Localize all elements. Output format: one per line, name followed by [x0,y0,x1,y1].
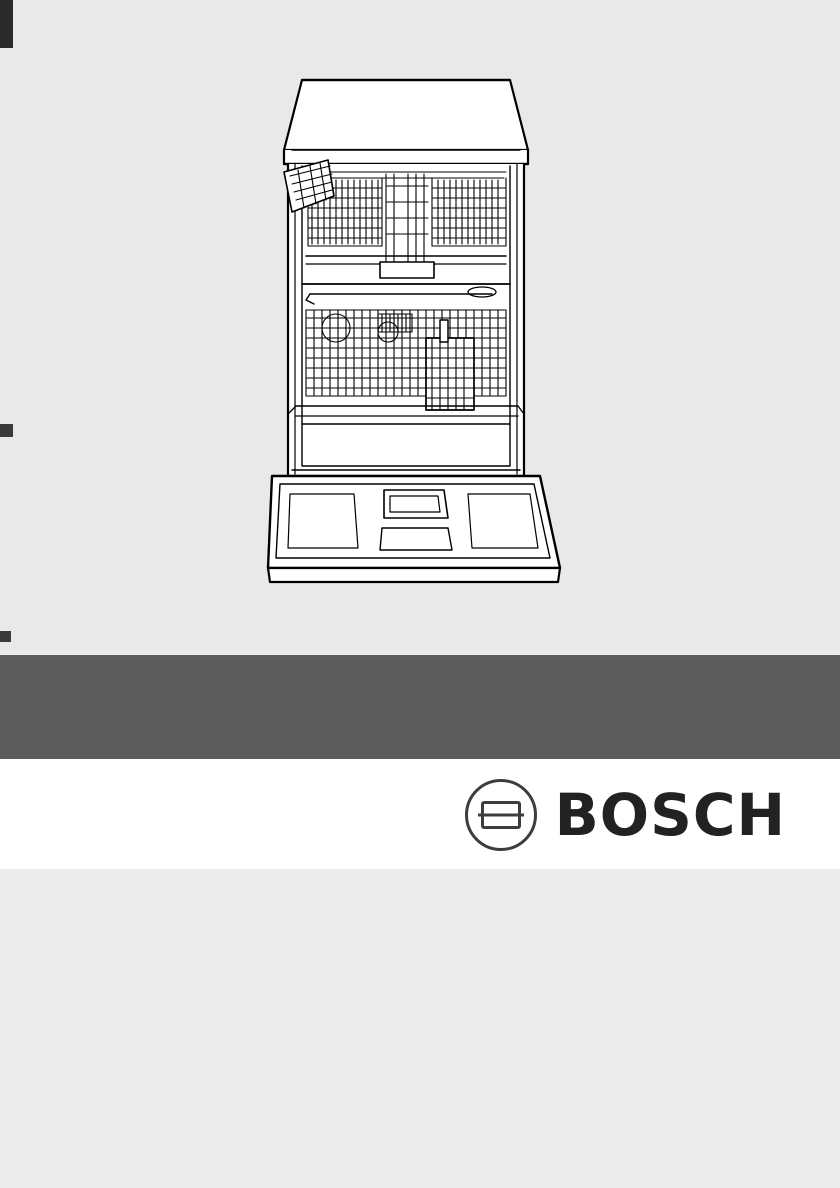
bottom-background [0,869,840,1188]
brand-name: BOSCH [554,781,786,849]
binding-edge-mark-lower [0,631,11,642]
title-band [0,655,840,759]
bosch-armature-icon [465,779,537,851]
brand-logo [465,779,786,851]
binding-edge-mark-top [0,0,13,48]
dishwasher-illustration [262,66,578,594]
binding-edge-mark-middle [0,424,13,437]
